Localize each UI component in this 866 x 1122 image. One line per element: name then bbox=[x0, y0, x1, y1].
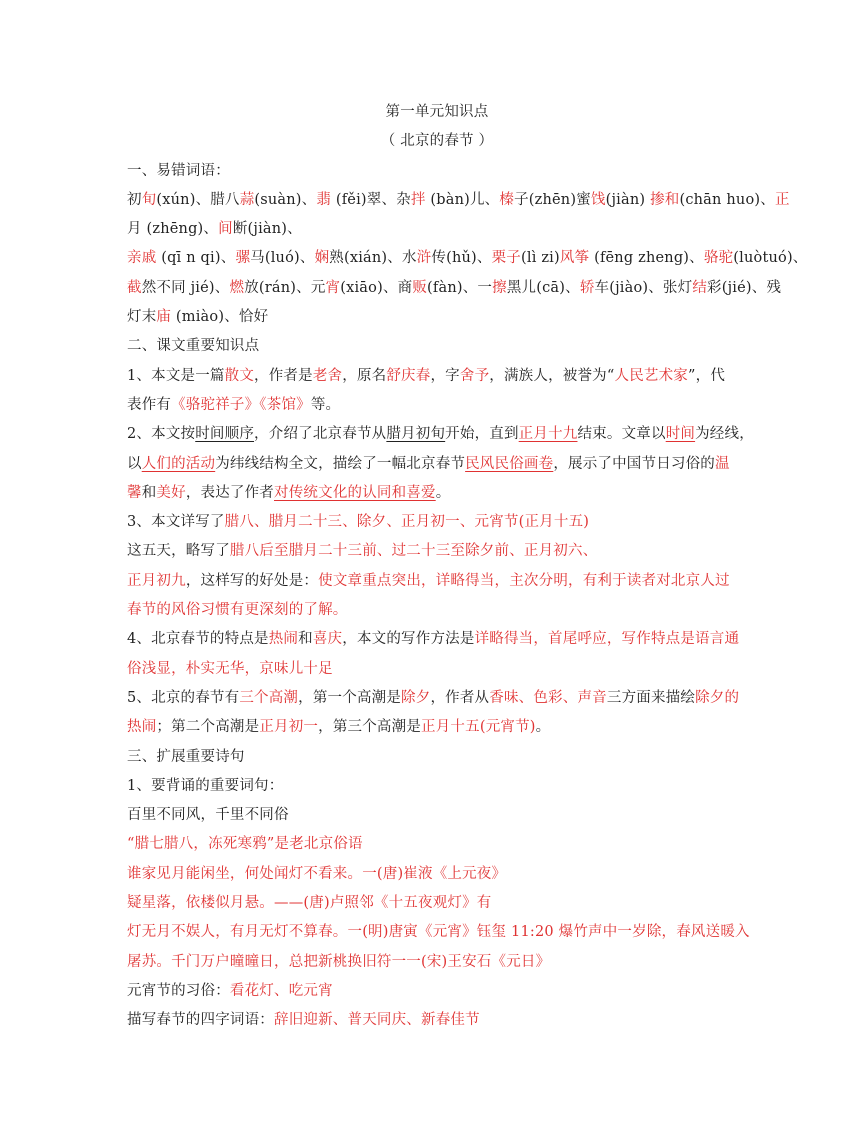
text-segment: ”，代 bbox=[688, 367, 726, 384]
highlighted-text: 骆驼 bbox=[703, 250, 734, 267]
highlighted-text: 散文 bbox=[224, 367, 255, 384]
text-segment: 3、本文详写了 bbox=[127, 514, 225, 531]
text-line bbox=[127, 977, 747, 1006]
highlighted-text: 老舍 bbox=[312, 367, 343, 384]
highlighted-text: 详略得当，首尾呼应，写作特点是语言通 bbox=[474, 631, 740, 648]
highlighted-text: 温 bbox=[715, 455, 730, 472]
highlighted-text: 翡 bbox=[316, 191, 332, 208]
text-line bbox=[127, 743, 747, 772]
text-line bbox=[127, 948, 747, 977]
text-segment: 黑儿(cā)、 bbox=[506, 279, 580, 296]
highlighted-text: 使文章重点突出，详略得当，主次分明，有利于读者对北京人过 bbox=[318, 572, 730, 589]
highlighted-text: 热闹 bbox=[268, 631, 299, 648]
highlighted-text: 谁家见月能闲坐，何处闻灯不看来。一(唐)崔液《上元夜》 bbox=[127, 865, 507, 882]
text-segment: 。 bbox=[435, 484, 451, 501]
text-segment: 传(hǔ)、 bbox=[431, 250, 492, 267]
highlighted-text: 栗子 bbox=[491, 250, 521, 267]
document-page bbox=[127, 98, 808, 1036]
text-segment: (bàn)儿、 bbox=[425, 191, 500, 208]
text-line bbox=[127, 830, 747, 859]
text-segment: (jiàn) bbox=[605, 191, 651, 208]
highlighted-text: 风筝 bbox=[559, 250, 590, 267]
highlighted-text: 看花灯、吃元宵 bbox=[229, 982, 333, 999]
highlighted-text: 春节的风俗习惯有更深刻的了解。 bbox=[127, 602, 348, 619]
highlighted-text: 热闹 bbox=[127, 719, 157, 736]
highlighted-text: 人们的活动 bbox=[141, 455, 216, 472]
underlined-text: 腊月初旬 bbox=[386, 426, 446, 443]
text-segment: 月 (zhēng)、 bbox=[127, 221, 219, 238]
highlighted-text: 结 bbox=[692, 279, 708, 296]
text-segment: 表作有 bbox=[127, 396, 172, 413]
text-segment: 熟(xián)、水 bbox=[329, 250, 417, 267]
text-segment: 二、课文重要知识点 bbox=[127, 338, 260, 355]
text-segment: 5、北京的春节有 bbox=[127, 689, 240, 706]
highlighted-text: 正月初一 bbox=[259, 719, 319, 736]
highlighted-text: 喜庆 bbox=[312, 631, 343, 648]
text-segment: 以 bbox=[127, 455, 142, 472]
text-segment: ，字 bbox=[430, 367, 460, 384]
highlighted-text: 民风民俗画卷 bbox=[465, 455, 554, 472]
text-segment: 车(jiào)、张灯 bbox=[594, 279, 693, 296]
text-segment: 为经线， bbox=[695, 426, 754, 443]
highlighted-text: 俗浅显，朴实无华，京味儿十足 bbox=[127, 660, 333, 677]
text-segment: 灯末 bbox=[127, 309, 157, 326]
highlighted-text: 截 bbox=[127, 279, 142, 296]
highlighted-text: 对传统文化的认同和喜爱 bbox=[274, 484, 436, 501]
text-segment: 一、易错词语： bbox=[127, 162, 230, 179]
text-segment: ，本文的写作方法是 bbox=[342, 631, 475, 648]
highlighted-text: 燃 bbox=[229, 279, 245, 296]
underlined-text: 时间顺序 bbox=[195, 426, 255, 443]
highlighted-text: 除夕的 bbox=[695, 689, 740, 706]
text-segment: (fěi)翠、杂 bbox=[331, 191, 411, 208]
text-segment: ，这样写的好处是： bbox=[185, 572, 319, 589]
highlighted-text: 娴 bbox=[314, 250, 330, 267]
text-line bbox=[127, 918, 750, 947]
highlighted-text: 时间 bbox=[665, 426, 696, 443]
highlighted-text: 浒 bbox=[416, 250, 432, 267]
highlighted-text: 饯 bbox=[590, 191, 606, 208]
text-segment: 放(rán)、元 bbox=[244, 279, 326, 296]
text-segment: 三、扩展重要诗句 bbox=[127, 748, 245, 765]
text-segment: (miào)、恰好 bbox=[171, 309, 269, 326]
highlighted-text: 香味、色彩、声音 bbox=[489, 689, 607, 706]
text-segment: (lì zi) bbox=[521, 250, 560, 267]
highlighted-text: 除夕 bbox=[401, 689, 431, 706]
text-segment: 和 bbox=[141, 484, 157, 501]
highlighted-text: 庙 bbox=[156, 309, 172, 326]
text-line bbox=[127, 684, 747, 713]
highlighted-text: 正月十五(元宵节) bbox=[421, 719, 536, 736]
text-segment: ，原名 bbox=[342, 367, 387, 384]
highlighted-text: 榛 bbox=[499, 191, 515, 208]
highlighted-text: 腊八、腊月二十三、除夕、正月初一、元宵节(正月十五) bbox=[224, 514, 590, 531]
text-segment: (chān huo)、 bbox=[679, 191, 775, 208]
document-subtitle bbox=[127, 127, 747, 156]
text-line bbox=[127, 537, 747, 566]
text-line bbox=[127, 332, 747, 361]
highlighted-text: 舒庆春 bbox=[386, 367, 431, 384]
text-segment: （ 北京的春节 ） bbox=[380, 133, 494, 150]
text-segment: (qī n qi)、 bbox=[156, 250, 236, 267]
text-segment: (xiāo)、商 bbox=[340, 279, 413, 296]
highlighted-text: 疑星落，依楼似月悬。——(唐)卢照邻《十五夜观灯》有 bbox=[127, 895, 492, 912]
highlighted-text: 亲戚 bbox=[127, 250, 157, 267]
text-segment: (xún)、腊八 bbox=[156, 191, 240, 208]
text-segment: (suàn)、 bbox=[254, 191, 317, 208]
text-line bbox=[127, 625, 747, 654]
text-segment: ，第一个高潮是 bbox=[298, 689, 402, 706]
text-segment: 和 bbox=[298, 631, 313, 648]
text-segment: 等。 bbox=[310, 396, 341, 413]
highlighted-text: 宵 bbox=[325, 279, 341, 296]
highlighted-text: 正 bbox=[774, 191, 790, 208]
text-segment: 初 bbox=[127, 191, 142, 208]
highlighted-text: 旬 bbox=[141, 191, 157, 208]
text-segment: ，作者是 bbox=[254, 367, 313, 384]
text-line bbox=[127, 567, 747, 596]
highlighted-text: 辞旧迎新、普天同庆、新春佳节 bbox=[274, 1012, 480, 1029]
text-segment: 1、本文是一篇 bbox=[127, 367, 225, 384]
text-segment: 这五天，略写了 bbox=[127, 543, 230, 560]
text-segment: 元宵节的习俗： bbox=[127, 982, 230, 999]
text-line bbox=[127, 391, 747, 420]
document-title bbox=[127, 98, 747, 127]
text-line bbox=[127, 244, 808, 273]
text-line bbox=[127, 274, 782, 303]
text-line bbox=[127, 362, 747, 391]
highlighted-text: “腊七腊八，冻死寒鸦”是老北京俗语 bbox=[127, 836, 363, 853]
highlighted-text: 轿 bbox=[579, 279, 595, 296]
text-line bbox=[127, 596, 747, 625]
text-line bbox=[127, 215, 747, 244]
text-segment: ；第二个高潮是 bbox=[156, 719, 260, 736]
text-segment: 为纬线结构全文，描绘了一幅北京春节 bbox=[215, 455, 466, 472]
text-segment: 2、本文按 bbox=[127, 426, 196, 443]
highlighted-text: 舍予 bbox=[459, 367, 490, 384]
text-segment: 彩(jié)、残 bbox=[707, 279, 782, 296]
text-line bbox=[127, 186, 790, 215]
text-segment: 子(zhēn)蜜 bbox=[514, 191, 591, 208]
highlighted-text: 间 bbox=[218, 221, 233, 238]
text-segment: ，展示了中国节日习俗的 bbox=[553, 455, 716, 472]
text-line bbox=[127, 772, 747, 801]
highlighted-text: 拌 bbox=[410, 191, 426, 208]
text-segment: 百里不同风，千里不同俗 bbox=[127, 807, 289, 824]
highlighted-text: 贩 bbox=[412, 279, 428, 296]
highlighted-text: 掺和 bbox=[650, 191, 680, 208]
text-line bbox=[127, 479, 747, 508]
highlighted-text: 人民艺术家 bbox=[614, 367, 688, 384]
highlighted-text: 正月初九 bbox=[127, 572, 186, 589]
highlighted-text: 正月十九 bbox=[518, 426, 578, 443]
text-line bbox=[127, 655, 747, 684]
highlighted-text: 屠苏。千门万户曈曈日，总把新桃换旧符一一(宋)王安石《元日》 bbox=[127, 953, 551, 970]
text-segment: 三方面来描绘 bbox=[606, 689, 696, 706]
text-segment: 结束。文章以 bbox=[577, 426, 666, 443]
text-segment: 。 bbox=[535, 719, 551, 736]
text-line bbox=[127, 450, 747, 479]
highlighted-text: 《骆驼祥子》《茶馆》 bbox=[171, 396, 311, 413]
text-segment: (fàn)、一 bbox=[427, 279, 493, 296]
highlighted-text: 骡 bbox=[235, 250, 251, 267]
text-segment: 马(luó)、 bbox=[250, 250, 315, 267]
text-segment: 描写春节的四字词语： bbox=[127, 1012, 274, 1029]
text-segment: (luòtuó)、 bbox=[733, 250, 808, 267]
text-line bbox=[127, 420, 754, 449]
highlighted-text: 美好 bbox=[156, 484, 186, 501]
text-segment: ，满族人，被誉为“ bbox=[489, 367, 615, 384]
highlighted-text: 灯无月不娱人，有月无灯不算春。一(明)唐寅《元宵》钰玺 11:20 爆竹声中一岁除，春风送暖入 bbox=[127, 924, 750, 941]
text-segment: 1、要背诵的重要词句： bbox=[127, 777, 284, 794]
text-line bbox=[127, 889, 747, 918]
text-line bbox=[127, 157, 747, 186]
text-segment: 然不同 jié)、 bbox=[141, 279, 230, 296]
text-line bbox=[127, 1006, 747, 1035]
text-segment: 第一单元知识点 bbox=[385, 104, 489, 120]
text-line bbox=[127, 508, 747, 537]
text-line bbox=[127, 713, 747, 742]
text-segment: (fēng zheng)、 bbox=[589, 250, 704, 267]
highlighted-text: 腊八后至腊月二十三前、过二十三至除夕前、正月初六、 bbox=[229, 543, 598, 560]
highlighted-text: 蒜 bbox=[239, 191, 255, 208]
text-segment: 开始，直到 bbox=[445, 426, 519, 443]
highlighted-text: 擦 bbox=[492, 279, 507, 296]
text-segment: 断(jiàn)、 bbox=[232, 221, 302, 238]
text-segment: ，介绍了北京春节从 bbox=[254, 426, 387, 443]
text-segment: ，表达了作者 bbox=[185, 484, 275, 501]
text-segment: ，第三个高潮是 bbox=[318, 719, 422, 736]
text-line bbox=[127, 303, 747, 332]
highlighted-text: 馨 bbox=[127, 484, 142, 501]
text-segment: 4、北京春节的特点是 bbox=[127, 631, 269, 648]
text-line bbox=[127, 860, 747, 889]
highlighted-text: 三个高潮 bbox=[239, 689, 299, 706]
text-line bbox=[127, 801, 747, 830]
text-segment: ，作者从 bbox=[430, 689, 490, 706]
